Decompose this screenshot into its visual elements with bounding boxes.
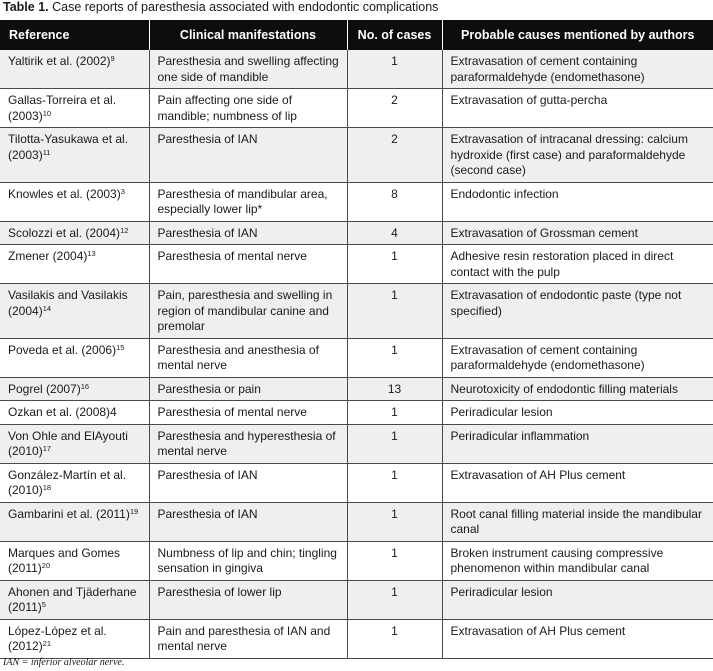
cases-cell: 1 — [347, 541, 442, 580]
cases-cell: 1 — [347, 463, 442, 502]
table-caption — [3, 0, 438, 14]
reference-cell — [0, 541, 149, 580]
cases-cell: 1 — [347, 619, 442, 658]
table-row — [0, 89, 713, 128]
clinical-manifestations-cell: Pain, paresthesia and swelling in region of mandibular canine and premolar — [149, 284, 347, 339]
reference-text: Knowles et al. (2003) — [8, 186, 121, 201]
header-clinical-manifestations: Clinical manifestations — [149, 20, 347, 50]
citation-number: 10 — [42, 108, 52, 118]
citation-number: 15 — [116, 342, 125, 352]
probable-cause-cell: Extravasation of AH Plus cement — [442, 463, 713, 502]
reference-text: Marques and Gomes (2011) — [8, 545, 121, 575]
cases-cell: 1 — [347, 245, 442, 284]
clinical-manifestations-cell: Paresthesia of mental nerve — [149, 401, 347, 425]
reference-cell — [0, 338, 149, 377]
clinical-manifestations-cell: Paresthesia of IAN — [149, 221, 347, 245]
probable-cause-cell: Extravasation of intracanal dressing: calcium hydroxide (first case) and paraformaldehyde (second case) — [442, 128, 713, 183]
table-row — [0, 377, 713, 401]
probable-cause-cell: Periradicular lesion — [442, 401, 713, 425]
table-row — [0, 619, 713, 658]
probable-cause-cell: Extravasation of Grossman cement — [442, 221, 713, 245]
reference-cell — [0, 424, 149, 463]
cases-cell: 1 — [347, 502, 442, 541]
reference-cell — [0, 128, 149, 183]
probable-cause-cell: Extravasation of cement containing paraformaldehyde (endomethasone) — [442, 338, 713, 377]
clinical-manifestations-cell: Numbness of lip and chin; tingling sensation in gingiva — [149, 541, 347, 580]
citation-number: 13 — [87, 249, 96, 258]
clinical-manifestations-cell: Paresthesia of mandibular area, especially lower lip* — [149, 182, 347, 221]
table-body — [0, 50, 713, 658]
clinical-manifestations-cell: Paresthesia of IAN — [149, 502, 347, 541]
table-row — [0, 580, 713, 619]
citation-number: 19 — [129, 506, 139, 516]
probable-cause-cell: Adhesive resin restoration placed in direct contact with the pulp — [442, 245, 713, 284]
cases-cell: 1 — [347, 580, 442, 619]
reference-cell — [0, 502, 149, 541]
reference-text: Ozkan et al. (2008)4 — [8, 405, 117, 419]
reference-text: Vasilakis and Vasilakis (2004) — [8, 288, 128, 318]
clinical-manifestations-cell: Paresthesia of IAN — [149, 463, 347, 502]
clinical-manifestations-cell: Paresthesia and anesthesia of mental nerve — [149, 338, 347, 377]
table-row — [0, 284, 713, 339]
reference-text: González-Martín et al. (2010) — [8, 467, 127, 497]
table-row — [0, 50, 713, 89]
reference-text: Von Ohle and ElAyouti (2010) — [8, 428, 128, 458]
clinical-manifestations-cell: Paresthesia or pain — [149, 377, 347, 401]
reference-text: Tilotta-Yasukawa et al. (2003) — [8, 132, 129, 162]
citation-number: 16 — [80, 381, 90, 391]
table-row — [0, 463, 713, 502]
probable-cause-cell: Periradicular inflammation — [442, 424, 713, 463]
header-no-of-cases: No. of cases — [347, 20, 442, 50]
reference-text: Zmener (2004) — [8, 249, 88, 263]
reference-cell — [0, 580, 149, 619]
cases-cell: 8 — [347, 182, 442, 221]
citation-number: 14 — [42, 303, 52, 313]
header-reference: Reference — [0, 20, 149, 50]
reference-text: Yaltirik et al. (2002) — [8, 54, 111, 68]
table-row — [0, 502, 713, 541]
reference-cell — [0, 50, 149, 89]
table-row — [0, 338, 713, 377]
clinical-manifestations-cell: Pain and paresthesia of IAN and mental nerve — [149, 619, 347, 658]
header-probable-causes: Probable causes mentioned by authors — [442, 20, 713, 50]
citation-number: 9 — [110, 54, 115, 63]
caption-text: Case reports of paresthesia associated with endodontic complications — [52, 0, 439, 14]
header-row — [0, 20, 713, 50]
probable-cause-cell: Neurotoxicity of endodontic filling materials — [442, 377, 713, 401]
reference-cell — [0, 284, 149, 339]
reference-cell — [0, 377, 149, 401]
probable-cause-cell: Periradicular lesion — [442, 580, 713, 619]
table-row — [0, 424, 713, 463]
cases-cell: 4 — [347, 221, 442, 245]
citation-number: 11 — [42, 147, 51, 157]
cases-cell: 2 — [347, 89, 442, 128]
reference-text: Gallas-Torreira et al. (2003) — [8, 93, 117, 123]
reference-text: Ahonen and Tjäderhane (2011) — [8, 584, 137, 614]
table-row — [0, 541, 713, 580]
citation-number: 5 — [41, 600, 46, 609]
reference-cell — [0, 401, 149, 425]
table-row — [0, 182, 713, 221]
probable-cause-cell: Broken instrument causing compressive phenomenon within mandibular canal — [442, 541, 713, 580]
cases-cell: 1 — [347, 284, 442, 339]
reference-text: Scolozzi et al. (2004) — [8, 225, 121, 240]
probable-cause-cell: Extravasation of endodontic paste (type not specified) — [442, 284, 713, 339]
clinical-manifestations-cell: Paresthesia and swelling affecting one side of mandible — [149, 50, 347, 89]
cases-cell: 1 — [347, 401, 442, 425]
clinical-manifestations-cell: Paresthesia of lower lip — [149, 580, 347, 619]
case-reports-table — [0, 20, 713, 659]
caption-label: Table 1. — [3, 0, 49, 14]
probable-cause-cell: Extravasation of AH Plus cement — [442, 619, 713, 658]
citation-number: 18 — [42, 483, 52, 492]
reference-text: Poveda et al. (2006) — [8, 342, 117, 357]
cases-cell: 13 — [347, 377, 442, 401]
clinical-manifestations-cell: Pain affecting one side of mandible; numbness of lip — [149, 89, 347, 128]
reference-cell — [0, 182, 149, 221]
cases-cell: 1 — [347, 338, 442, 377]
reference-cell — [0, 89, 149, 128]
citation-number: 17 — [42, 444, 52, 453]
reference-text: López-López et al. (2012) — [8, 623, 107, 653]
reference-cell — [0, 463, 149, 502]
citation-number: 21 — [42, 639, 52, 648]
cases-cell: 1 — [347, 50, 442, 89]
reference-cell — [0, 245, 149, 284]
table-row — [0, 245, 713, 284]
citation-number: 12 — [120, 225, 129, 235]
clinical-manifestations-cell: Paresthesia of IAN — [149, 128, 347, 183]
probable-cause-cell: Endodontic infection — [442, 182, 713, 221]
reference-cell — [0, 619, 149, 658]
cases-cell: 2 — [347, 128, 442, 183]
clinical-manifestations-cell: Paresthesia and hyperesthesia of mental nerve — [149, 424, 347, 463]
reference-cell — [0, 221, 149, 245]
probable-cause-cell: Extravasation of cement containing paraformaldehyde (endomethasone) — [442, 50, 713, 89]
reference-text: Pogrel (2007) — [8, 381, 81, 396]
table-row — [0, 401, 713, 425]
table-row — [0, 221, 713, 245]
citation-number: 3 — [120, 186, 125, 196]
reference-text: Gambarini et al. (2011) — [8, 506, 130, 521]
citation-number: 20 — [41, 561, 51, 570]
probable-cause-cell: Extravasation of gutta-percha — [442, 89, 713, 128]
clinical-manifestations-cell: Paresthesia of mental nerve — [149, 245, 347, 284]
probable-cause-cell: Root canal filling material inside the mandibular canal — [442, 502, 713, 541]
cases-cell: 1 — [347, 424, 442, 463]
table-row — [0, 128, 713, 183]
footnote: IAN = inferior alveolar nerve. — [3, 657, 125, 668]
